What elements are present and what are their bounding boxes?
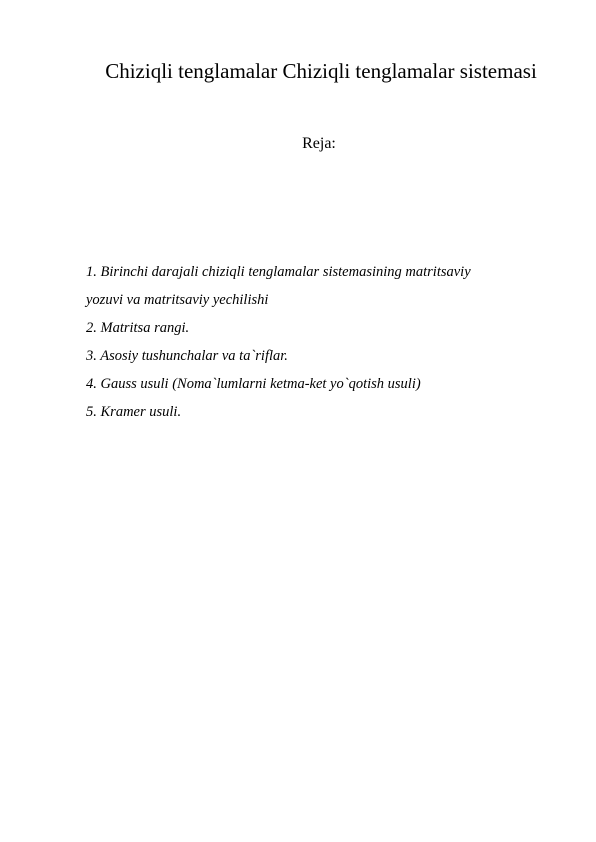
plan-item-2: 2. Matritsa rangi. [86,320,190,336]
plan-list [86,258,546,426]
plan-heading: Reja: [302,135,336,152]
plan-item-1: 1. Birinchi darajali chiziqli tenglamalar sistemasining matritsaviy [86,264,471,280]
plan-item-1-continued: yozuvi va matritsaviy yechilishi [86,292,269,308]
document-title: Chiziqli tenglamalar Chiziqli tenglamalar sistemasi [105,59,537,83]
plan-item-3: 3. Asosiy tushunchalar va ta`riflar. [86,348,288,364]
plan-item-5: 5. Kramer usuli. [86,404,182,420]
plan-item-4: 4. Gauss usuli (Noma`lumlarni ketma-ket yo`qotish usuli) [86,376,421,392]
